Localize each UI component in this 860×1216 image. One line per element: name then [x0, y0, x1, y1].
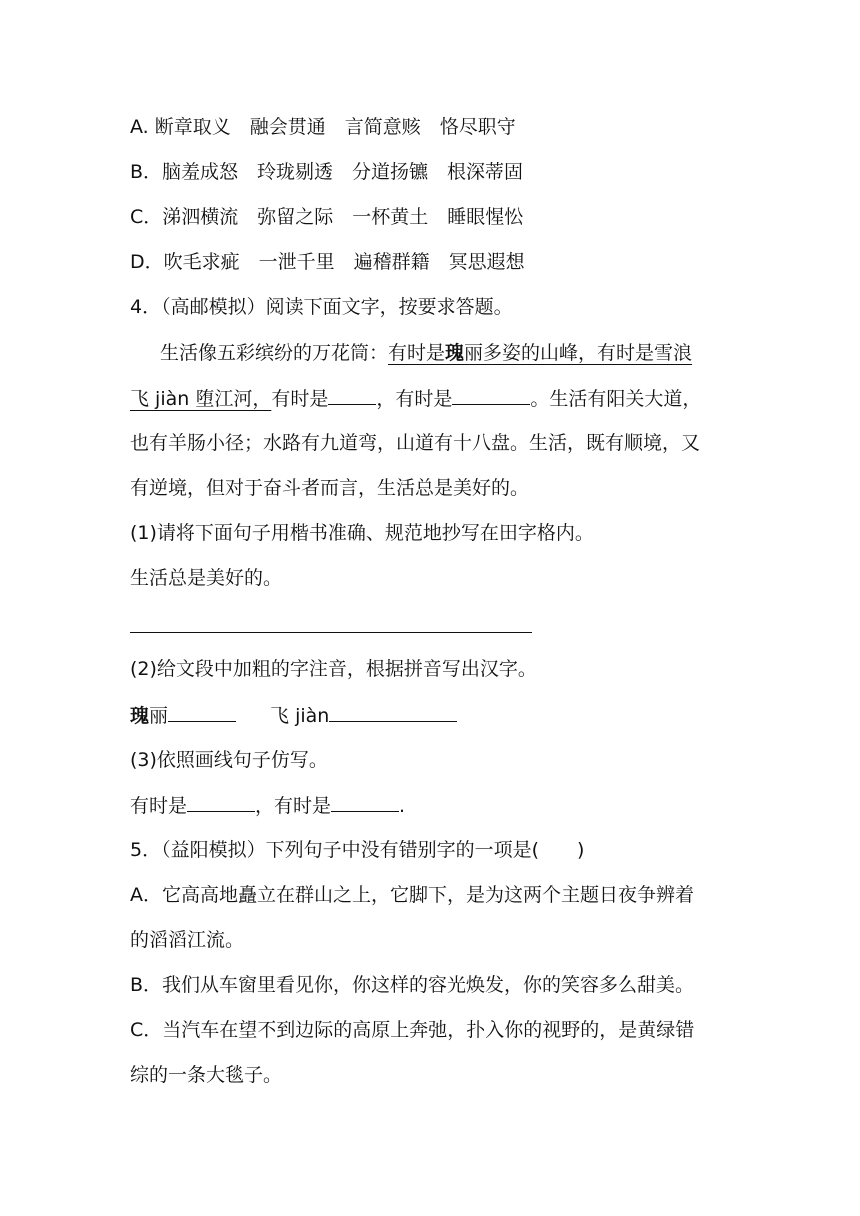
sub-question-3: (3)依照画线句子仿写。 [130, 749, 328, 771]
sub-question-3-blanks [130, 793, 405, 818]
option-d: D．吹毛求疵 一泄千里 遍稽群籍 冥思遐想 [130, 251, 525, 273]
passage-line-1 [160, 341, 692, 365]
phrase-text: 丽 [149, 705, 169, 727]
blank-imitation-1[interactable] [187, 793, 255, 812]
passage-text: 有时是 [271, 388, 329, 410]
passage-text: 。生活有阳关大道， [530, 388, 702, 410]
option-b: B．脑羞成怒 玲珑剔透 分道扬镳 根深蒂固 [130, 161, 524, 183]
blank-character[interactable] [329, 703, 457, 722]
q5-option-a-line-1: A．它高高地矗立在群山之上，它脚下，是为这两个主题日夜争辨着 [130, 884, 694, 906]
question-5-stem: 5．（益阳模拟）下列句子中没有错别字的一项是( ) [130, 839, 585, 861]
blank-1[interactable] [328, 386, 376, 405]
phrase-text: ，有时是 [255, 795, 332, 817]
blank-2[interactable] [452, 386, 530, 405]
q5-option-b: B．我们从车窗里看见你，你这样的容光焕发，你的笑容多么甜美。 [130, 974, 695, 996]
sub-question-2-blanks [130, 703, 457, 728]
bold-character: 瑰 [130, 705, 150, 727]
option-c: C．涕泗横流 弥留之际 一杯黄土 睡眼惺忪 [130, 206, 524, 228]
passage-line-2 [130, 386, 701, 411]
passage-line-3: 也有羊肠小径；水路有九道弯，山道有十八盘。生活，既有顺境，又 [130, 432, 701, 454]
option-a: A. 断章取义 融会贯通 言简意赅 恪尽职守 [130, 116, 516, 138]
blank-pinyin[interactable] [168, 703, 236, 722]
sub-question-2: (2)给文段中加粗的字注音，根据拼音写出汉字。 [130, 658, 537, 680]
sub-question-1: (1)请将下面句子用楷书准确、规范地抄写在田字格内。 [130, 522, 594, 544]
question-4-stem: 4．（高邮模拟）阅读下面文字，按要求答题。 [130, 296, 513, 318]
blank-imitation-2[interactable] [331, 793, 399, 812]
bold-character: 瑰 [445, 342, 465, 364]
answer-line[interactable] [130, 632, 532, 633]
phrase-text: 有时是 [130, 795, 188, 817]
sub-question-1-text: 生活总是美好的。 [130, 567, 283, 589]
passage-text: 生活像五彩缤纷的万花筒： [160, 342, 389, 364]
passage-text: ，有时是 [376, 388, 453, 410]
passage-line-4: 有逆境，但对于奋斗者而言，生活总是美好的。 [130, 477, 530, 499]
underlined-text: 丽多姿的山峰，有时是雪浪 [464, 342, 693, 364]
underlined-sentence [388, 342, 692, 364]
q5-option-a-line-2: 的滔滔江流。 [130, 929, 245, 951]
phrase-text: 飞 jiàn [270, 705, 330, 727]
q5-option-c-line-2: 综的一条大毯子。 [130, 1064, 283, 1086]
underlined-text: 有时是 [388, 342, 446, 364]
phrase-text: . [399, 795, 406, 817]
q5-option-c-line-1: C．当汽车在望不到边际的高原上奔弛，扑入你的视野的，是黄绿错 [130, 1019, 695, 1041]
underlined-sentence-end: 飞 jiàn 堕江河， [130, 388, 272, 410]
